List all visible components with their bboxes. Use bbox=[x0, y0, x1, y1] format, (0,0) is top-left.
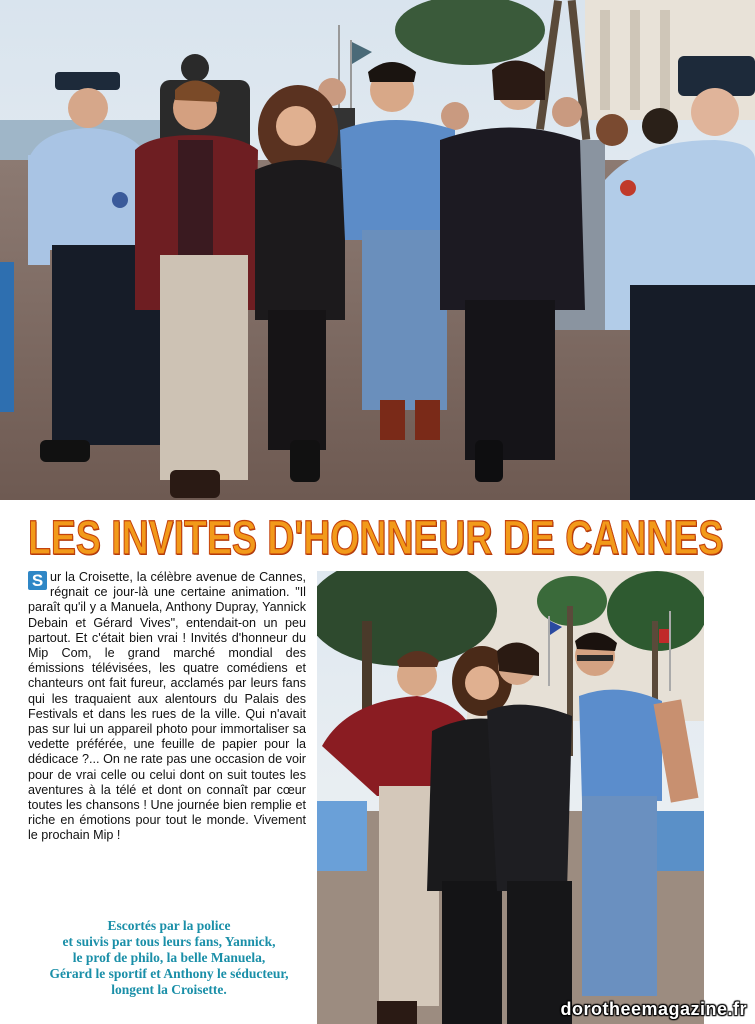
caption-line: et suivis par tous leurs fans, Yannick, bbox=[62, 934, 276, 949]
caption-line: longent la Croisette. bbox=[111, 982, 227, 997]
group-photo bbox=[317, 571, 704, 1024]
caption-line: Gérard le sportif et Anthony le séducteur, bbox=[49, 966, 289, 981]
article-body: ur la Croisette, la célèbre avenue de Cannes, régnait ce jour-là une certaine animation. "Il paraît qu'il y a Manuela, Anthony Dupray, Yannick Debain et Gérard Vives", entendait-on un peu partout. Et c'était bien vrai ! Invités d'honneur du Mip Com, le grand marché mondial des émissions télévisées, les quatre comédiens et chanteurs ont fait fureur, acclamés par leurs fans qui les traquaient aux alentours du Palais des Festivals et dans les rues de la ville. Qui n'avait pas sur lui un appareil photo pour immortaliser sa vedette préférée, une feuille de papier pour la dédicace ?... On ne rate pas une occasion de voir pour de vrai celle ou celui dont on suit toutes les aventures à la télé et dont on connaît par cœur toutes les chansons ! Une journée bien remplie et riche en émotions pour tout le monde. Vivement le prochain Mip ! bbox=[28, 570, 306, 843]
caption-line: Escortés par la police bbox=[107, 918, 231, 933]
headline: LES INVITES D'HONNEUR DE CANNES bbox=[28, 512, 724, 565]
drop-cap: S bbox=[28, 571, 47, 590]
photo-caption bbox=[28, 918, 310, 998]
top-photo bbox=[0, 0, 755, 500]
article-text bbox=[28, 570, 306, 844]
watermark: dorotheemagazine.fr bbox=[560, 999, 747, 1019]
caption-line: le prof de philo, la belle Manuela, bbox=[72, 950, 266, 965]
